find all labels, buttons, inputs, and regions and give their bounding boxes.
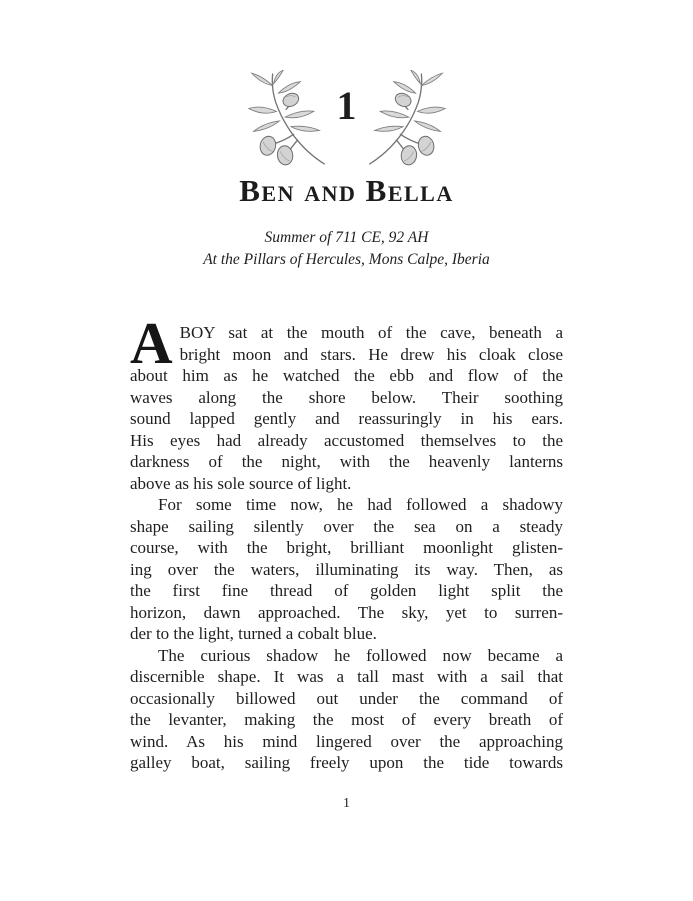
text-line: The curious shadow he followed now became a (158, 645, 563, 665)
chapter-title: Ben and Bella (239, 173, 454, 208)
page-number: 1 (343, 796, 350, 811)
text-line: the first fine thread of golden light split the (130, 581, 563, 600)
text-line: horizon, dawn approached. The sky, yet to surren- (130, 602, 563, 622)
text-line: discernible shape. It was a tall mast with a sail that (130, 667, 563, 686)
paragraph (130, 645, 563, 774)
subtitle-line-2: At the Pillars of Hercules, Mons Calpe, Iberia (203, 251, 490, 268)
chapter-number: 1 (336, 83, 357, 128)
text-line: galley boat, sailing freely upon the tide towards (130, 753, 563, 772)
text-line: above as his sole source of light. (130, 473, 352, 493)
olive-branch-icon (364, 70, 450, 168)
drop-cap: A (130, 310, 173, 376)
text-line: ing over the waters, illuminating its way. Then, as (130, 559, 563, 579)
paragraph (130, 310, 563, 494)
text-line: sound lapped gently and reassuringly in his ears. (130, 409, 563, 428)
text-line: occasionally billowed out under the command of (130, 688, 563, 708)
subtitle-line-1: Summer of 711 CE, 92 AH (264, 229, 429, 246)
text-line: shape sailing silently over the sea on a steady (130, 516, 563, 536)
paragraph (130, 494, 563, 645)
text-line: the levanter, making the most of every breath of (130, 710, 563, 729)
body-text (130, 310, 563, 774)
text-line: about him as he watched the ebb and flow of the (130, 366, 563, 385)
text-line: wind. As his mind lingered over the approaching (130, 731, 563, 751)
text-line: waves along the shore below. Their soothing (130, 387, 563, 407)
text-line: BOY sat at the mouth of the cave, beneath a (179, 323, 563, 342)
olive-branch-icon (244, 70, 330, 168)
text-line: darkness of the night, with the heavenly lanterns (130, 452, 563, 471)
text-line: For some time now, he had followed a shadowy (158, 495, 563, 514)
text-line: bright moon and stars. He drew his cloak close (179, 344, 563, 364)
chapter-subtitle (0, 227, 693, 271)
text-line: His eyes had already accustomed themselves to the (130, 430, 563, 450)
text-line: course, with the bright, brilliant moonlight glisten- (130, 538, 563, 557)
chapter-ornament (0, 70, 693, 168)
text-line: der to the light, turned a cobalt blue. (130, 624, 377, 643)
